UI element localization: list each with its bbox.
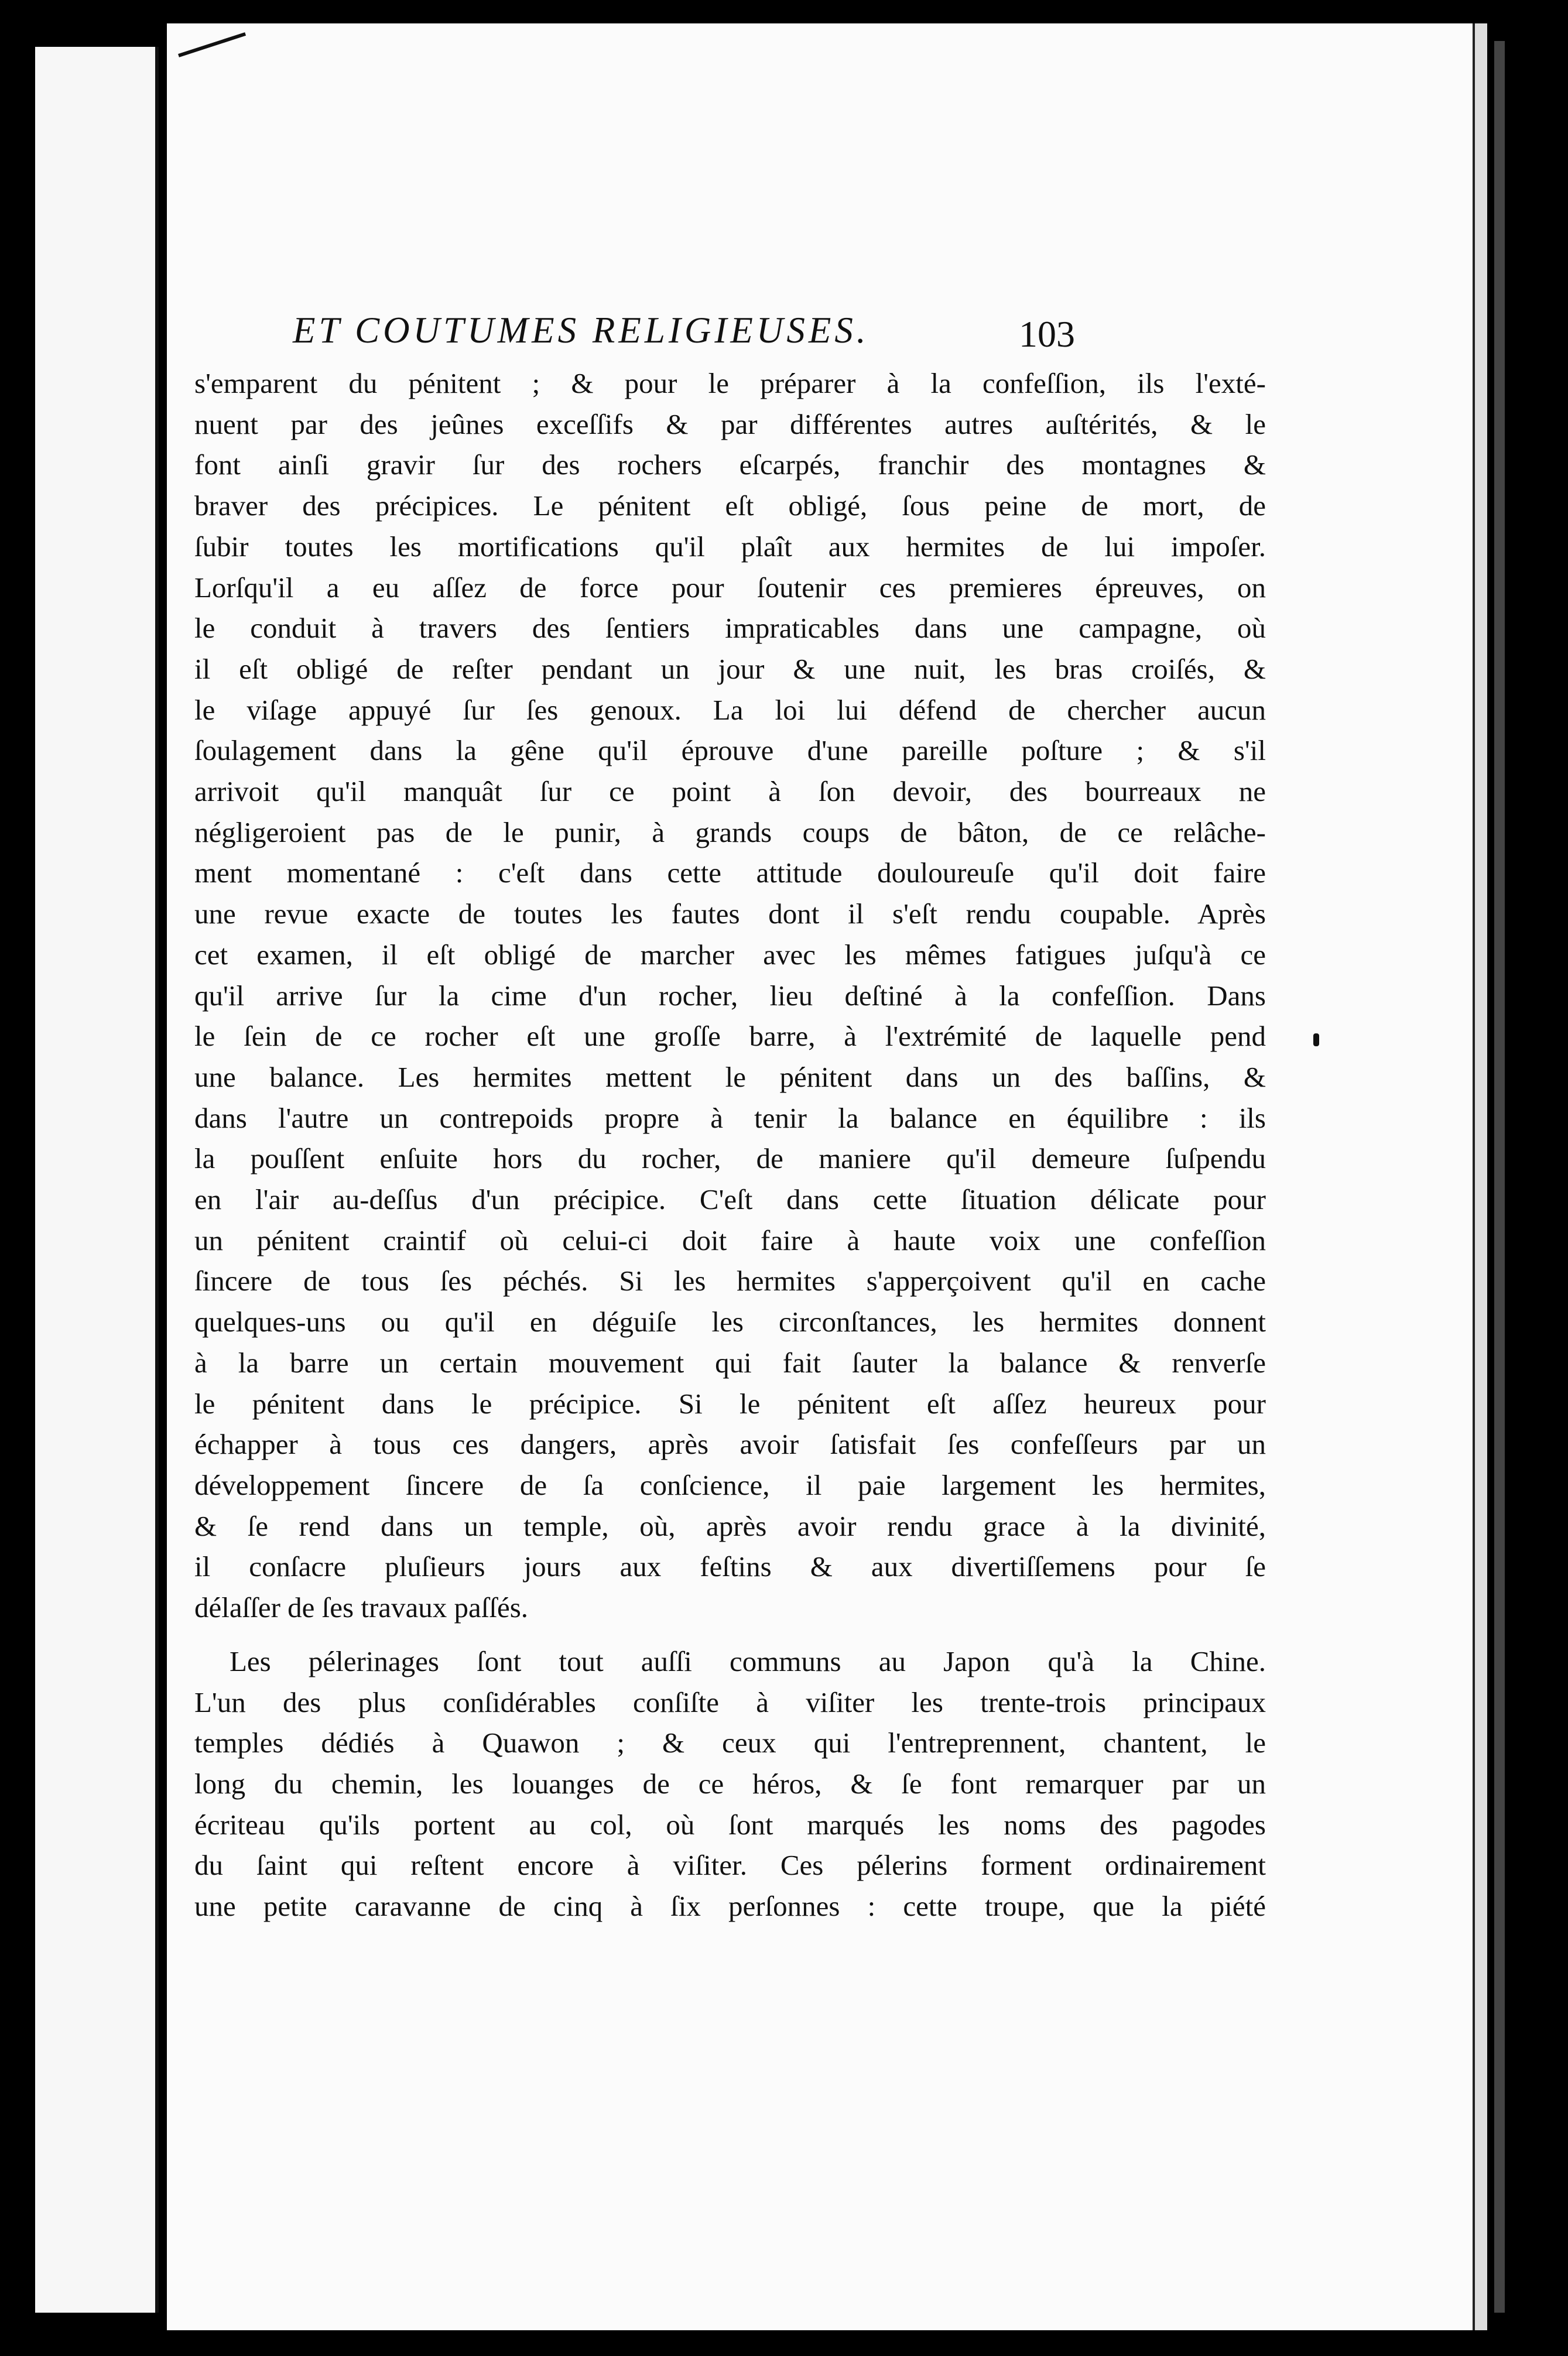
text-line: quelques-uns ou qu'il en déguiſe les circonſtances, les hermites donnent: [194, 1306, 1266, 1338]
text-line: font ainſi gravir ſur des rochers eſcarpés, franchir des montagnes &: [194, 448, 1266, 481]
text-line: le ſein de ce rocher eſt une groſſe barre, à l'extrémité de laquelle pend: [194, 1020, 1266, 1053]
text-line: du ſaint qui reſtent encore à viſiter. Ces pélerins forment ordinairement: [194, 1849, 1266, 1882]
text-line: une revue exacte de toutes les fautes dont il s'eſt rendu coupable. Après: [194, 898, 1266, 930]
text-line: qu'il arrive ſur la cime d'un rocher, lieu deſtiné à la confeſſion. Dans: [194, 979, 1266, 1012]
text-line: ſincere de tous ſes péchés. Si les hermites s'apperçoivent qu'il en cache: [194, 1265, 1266, 1297]
text-line: à la barre un certain mouvement qui fait ſauter la balance & renverſe: [194, 1346, 1266, 1379]
text-line: ſoulagement dans la gêne qu'il éprouve d'une pareille poſture ; & s'il: [194, 734, 1266, 767]
text-line: il conſacre pluſieurs jours aux feſtins & aux divertiſſemens pour ſe: [194, 1550, 1266, 1583]
text-line: développement ſincere de ſa conſcience, il paie largement les hermites,: [194, 1468, 1266, 1501]
left-gutter: [0, 0, 35, 2356]
text-line: braver des précipices. Le pénitent eſt obligé, ſous peine de mort, de: [194, 489, 1266, 522]
text-line: il eſt obligé de reſter pendant un jour & une nuit, les bras croiſés, &: [194, 652, 1266, 685]
text-line: le conduit à travers des ſentiers impraticables dans une campagne, où: [194, 612, 1266, 645]
page-number: 103: [1019, 313, 1075, 355]
text-line: nuent par des jeûnes exceſſifs & par différentes autres auſtérités, & le: [194, 407, 1266, 440]
text-line: & ſe rend dans un temple, où, après avoir rendu grace à la divinité,: [194, 1509, 1266, 1542]
text-line: écriteau qu'ils portent au col, où ſont marqués les noms des pagodes: [194, 1808, 1266, 1841]
text-line: ſubir toutes les mortifications qu'il plaît aux hermites de lui impoſer.: [194, 530, 1266, 563]
text-line: négligeroient pas de le punir, à grands coups de bâton, de ce relâche-: [194, 816, 1266, 848]
text-line: la pouſſent enſuite hors du rocher, de maniere qu'il demeure ſuſpendu: [194, 1142, 1266, 1175]
text-line: un pénitent craintif où celui-ci doit faire à haute voix une confeſſion: [194, 1224, 1266, 1256]
paragraph-gap: [194, 1628, 1266, 1641]
text-line: temples dédiés à Quawon ; & ceux qui l'entreprennent, chantent, le: [194, 1727, 1266, 1759]
text-line: échapper à tous ces dangers, après avoir ſatisfait ſes confeſſeurs par un: [194, 1428, 1266, 1461]
text-line: s'emparent du pénitent ; & pour le préparer à la confeſſion, ils l'exté-: [194, 367, 1266, 399]
text-line: une balance. Les hermites mettent le pénitent dans un des baſſins, &: [194, 1060, 1266, 1093]
text-line: long du chemin, les louanges de ce héros, & ſe font remarquer par un: [194, 1767, 1266, 1800]
binding-strip: [1494, 41, 1505, 2313]
text-line: Les pélerinages ſont tout auſſi communs au Japon qu'à la Chine.: [230, 1645, 1266, 1677]
text-line: dans l'autre un contrepoids propre à tenir la balance en équilibre : ils: [194, 1101, 1266, 1134]
text-line: en l'air au-deſſus d'un précipice. C'eſt dans cette ſituation délicate pour: [194, 1183, 1266, 1216]
previous-page-edge: [35, 47, 159, 2313]
text-line: L'un des plus conſidérables conſiſte à viſiter les trente-trois principaux: [194, 1686, 1266, 1718]
text-line: une petite caravanne de cinq à ſix perſonnes : cette troupe, que la piété: [194, 1890, 1266, 1923]
text-line: cet examen, il eſt obligé de marcher avec les mêmes fatigues juſqu'à ce: [194, 938, 1266, 971]
running-head: ET COUTUMES RELIGIEUSES.: [293, 310, 869, 351]
text-line: le pénitent dans le précipice. Si le pénitent eſt aſſez heureux pour: [194, 1387, 1266, 1420]
text-line: arrivoit qu'il manquât ſur ce point à ſon devoir, des bourreaux ne: [194, 775, 1266, 808]
body-text: [194, 363, 1266, 1927]
text-line: le viſage appuyé ſur ſes genoux. La loi lui défend de chercher aucun: [194, 693, 1266, 726]
text-line: délaſſer de ſes travaux paſſés.: [194, 1591, 529, 1624]
text-line: Lorſqu'il a eu aſſez de force pour ſoutenir ces premieres épreuves, on: [194, 571, 1266, 604]
text-line: ment momentané : c'eſt dans cette attitude douloureuſe qu'il doit faire: [194, 857, 1266, 889]
ink-speck: [1313, 1033, 1319, 1046]
